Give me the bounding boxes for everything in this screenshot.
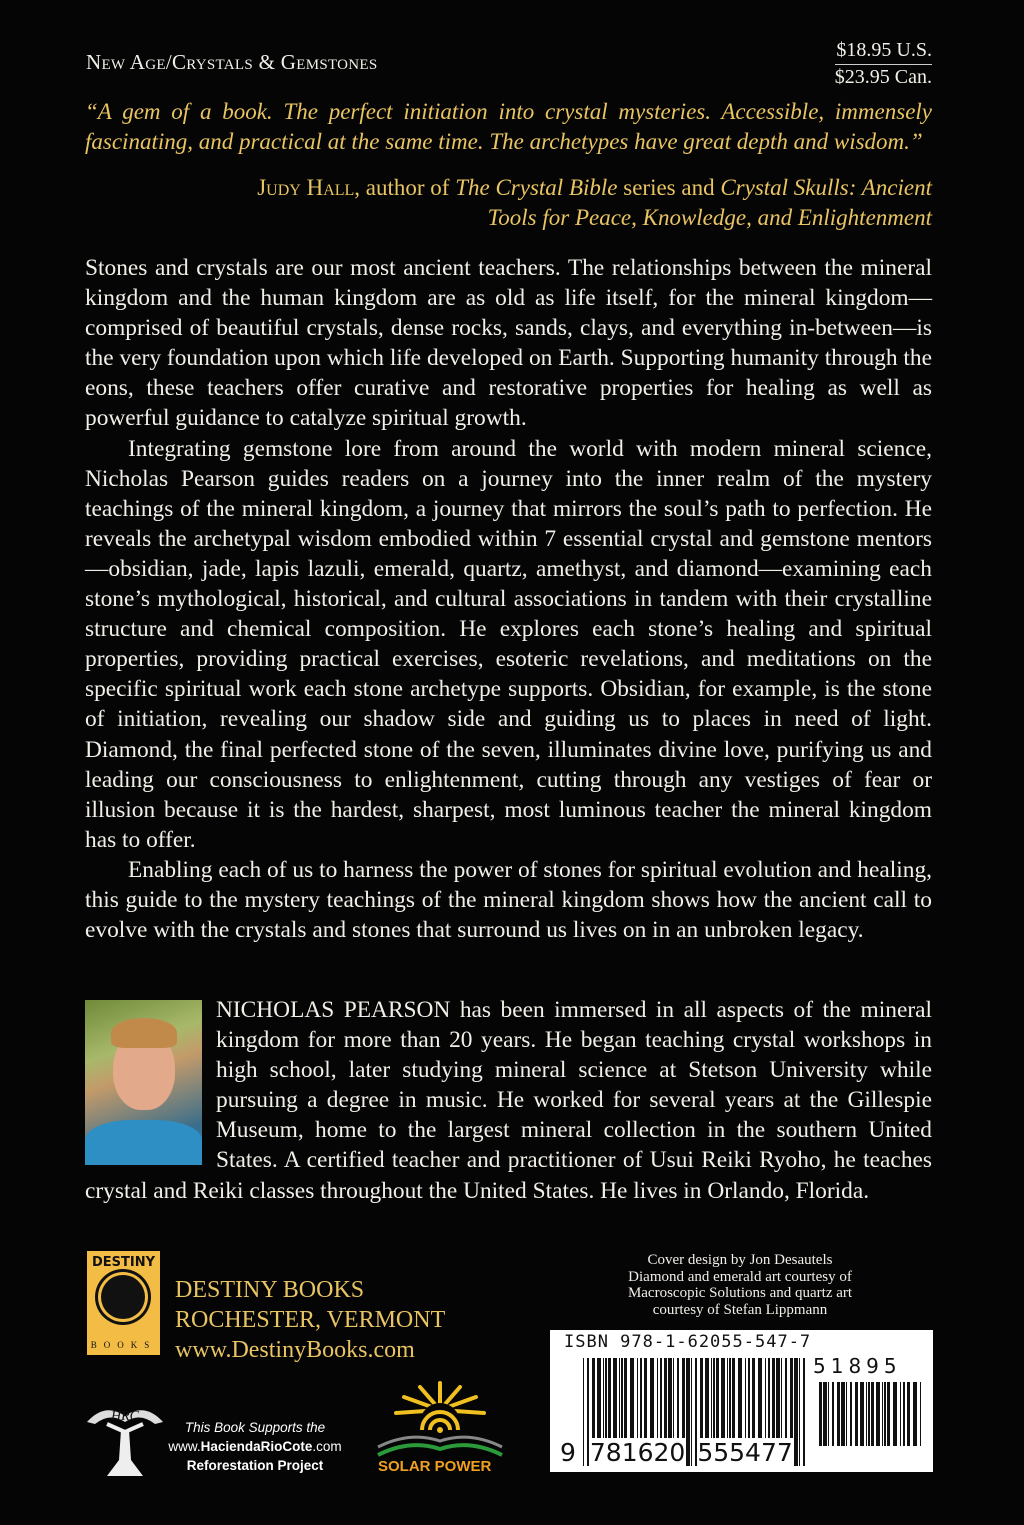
barcode-bar	[850, 1382, 852, 1446]
endorser-name: Judy Hall	[257, 175, 355, 200]
ean-left: 781620	[589, 1438, 686, 1467]
ean-right: 555477	[697, 1438, 793, 1467]
barcode-bar	[887, 1382, 890, 1446]
description-paragraph: Stones and crystals are our most ancient teachers. The relationships between the mineral kingdom and the human kingdom are as old as life itself, for the mineral kingdom—comprised of beautiful crystals, dense rocks, sands, clays, and everything in-between—is the very foundation upon which life developed on Earth. Supporting humanity through the eons, these teachers offer curative and restorative properties for healing as well as powerful guidance to catalyze spiritual growth.	[85, 255, 932, 432]
barcode-bar	[907, 1382, 910, 1446]
publisher-website[interactable]: www.DestinyBooks.com	[175, 1337, 415, 1363]
book-title-2: Crystal Skulls: Ancient Tools for Peace, Knowledge, and Enlightenment	[487, 175, 932, 230]
barcode-bar	[893, 1382, 897, 1446]
isbn-barcode	[550, 1330, 933, 1472]
barcode-bar	[876, 1382, 880, 1446]
price-can: $23.95 Can.	[834, 66, 932, 88]
credit-line: Macroscopic Solutions and quartz art	[627, 1285, 853, 1301]
barcode-bar	[871, 1382, 874, 1446]
barcode-bar	[803, 1358, 805, 1466]
endorsement-attribution	[232, 173, 932, 233]
credit-line: courtesy of Stefan Lippmann	[652, 1301, 828, 1318]
barcode-bar	[913, 1382, 917, 1446]
solar-power-label: SOLAR POWER	[378, 1458, 492, 1475]
solar-power-badge	[370, 1375, 510, 1485]
book-title-1: The Crystal Bible	[455, 175, 618, 200]
barcode-bar	[837, 1382, 840, 1446]
price-us: $18.95 U.S.	[835, 38, 932, 65]
author-bio-text: NICHOLAS PEARSON has been immersed in all aspects of the mineral kingdom for more than 20 years. He began teaching crystal workshops in high school, later studying mineral science at Stetson University while pursuing a degree in music. He worked for several years at the Gillespie Museum, home to the largest mineral collection in the southern United States. A certified teacher and practitioner of Usui Reiki Ryoho, he teaches crystal and Reiki classes throughout the United States. He lives in Orlando, Florida.	[85, 997, 932, 1204]
publisher-name: DESTINY BOOKS	[175, 1277, 365, 1303]
hrc-tree-logo-icon	[85, 1400, 165, 1480]
hrc-line: This Book Supports the	[184, 1420, 326, 1435]
credit-line: Cover design by Jon Desautels	[647, 1252, 833, 1268]
credit-line: Diamond and emerald art courtesy of	[628, 1268, 852, 1285]
barcode-bar	[823, 1382, 827, 1446]
category-label: New Age/Crystals & Gemstones	[86, 50, 378, 74]
logo-text-top: DESTINY	[91, 1255, 156, 1270]
attribution-text: series and	[617, 175, 721, 200]
hrc-website[interactable]: www.HaciendaRioCote.com	[168, 1439, 342, 1454]
barcode-bar	[860, 1382, 864, 1446]
barcode-bar	[794, 1358, 798, 1466]
barcode-bar	[799, 1358, 800, 1466]
description-paragraph: Integrating gemstone lore from around the world with modern mineral science, Nicholas Pearson guides readers on a journey into the inner realm of the mystery teachings of the mineral kingdom, a journey that mirrors the soul’s path to perfection. He reveals the archetypal wisdom embodied within 7 essential crystal and gemstone mentors—obsidian, jade, lapis lazuli, emerald, quartz, amethyst, and diamond—examining each stone’s mythological, historical, and cultural associations in tandem with their crystalline structure and chemical composition. He explores each stone’s healing and spiritual properties, providing practical exercises, esoteric revelations, and meditations on the specific spiritual work each stone archetype supports. Obsidian, for example, is the stone of initiation, revealing our shadow side and guiding us to places in need of light. Diamond, the final perfected stone of the seven, illuminates divine love, purifying us and leading our consciousness to enlightenment, cutting through any vestiges of fear or illusion because it is the hardest, sharpest, most luminous teacher the mineral kingdom has to offer.	[85, 435, 932, 853]
barcode-bar	[903, 1382, 905, 1446]
description-paragraph: Enabling each of us to harness the power of stones for spiritual evolution and healing, this guide to the mystery teachings of the mineral kingdom shows how the ancient call to evolve with the crystals and stones that surround us lives on in an unbroken legacy.	[85, 856, 932, 944]
barcode-bar	[866, 1382, 867, 1446]
hrc-support-text	[155, 1418, 355, 1475]
cover-credits	[575, 1252, 905, 1318]
sun-icon	[101, 1275, 145, 1319]
barcode-bar	[846, 1382, 847, 1446]
logo-text-bottom: BOOKS	[87, 1340, 160, 1352]
price-block	[835, 38, 932, 90]
barcode-bar	[882, 1382, 883, 1446]
barcode-bar	[920, 1382, 921, 1446]
hrc-logo-text: HRC	[111, 1409, 139, 1424]
attribution-text: , author of	[354, 175, 456, 200]
endorsement-quote: “A gem of a book. The perfect initiation into crystal mysteries. Accessible, immensely fascinating, and practical at the same time. The archetypes have great depth and wisdom.”	[85, 99, 932, 154]
barcode-bar	[819, 1382, 822, 1446]
publisher-info	[175, 1275, 445, 1365]
author-photo	[85, 1000, 202, 1165]
barcode-bar	[900, 1382, 901, 1446]
barcode-bar	[828, 1382, 829, 1446]
barcode-bar	[855, 1382, 858, 1446]
barcode-bar	[868, 1382, 870, 1446]
hrc-line: Reforestation Project	[186, 1458, 324, 1473]
book-description	[85, 253, 932, 945]
isbn-text: ISBN 978-1-62055-547-7	[564, 1332, 812, 1352]
barcode-bar	[884, 1382, 886, 1446]
ean-first: 9	[560, 1438, 576, 1467]
publisher-location: ROCHESTER, VERMONT	[175, 1307, 446, 1333]
price-code: 51895	[813, 1354, 902, 1378]
sun-book-icon	[370, 1375, 510, 1460]
destiny-books-logo	[87, 1251, 160, 1355]
ean-digits	[560, 1438, 793, 1467]
barcode-bar	[841, 1382, 845, 1446]
barcode-bar	[832, 1382, 834, 1446]
author-bio	[85, 995, 932, 1206]
